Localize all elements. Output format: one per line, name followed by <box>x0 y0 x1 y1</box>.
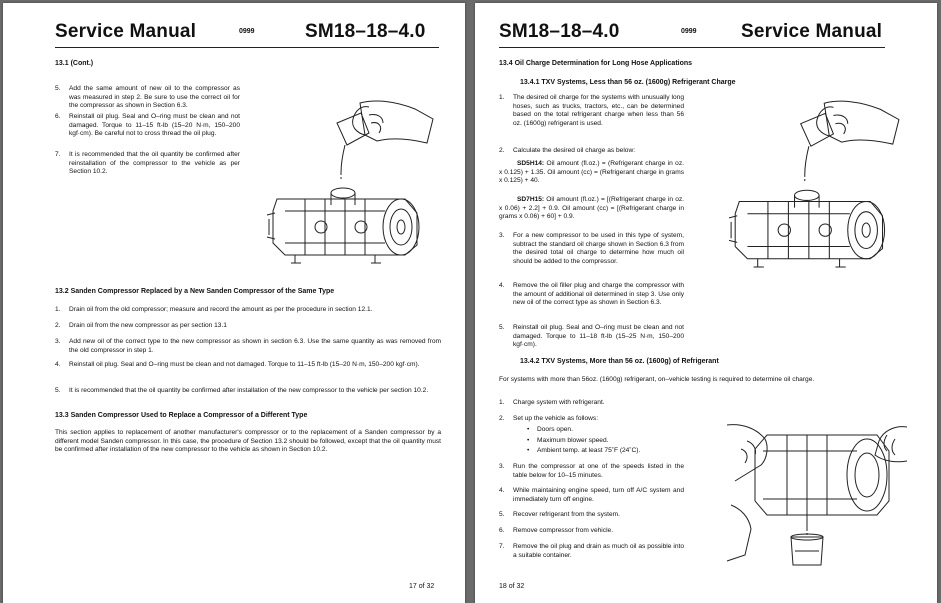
item-text: Run the compressor at one of the speeds listed in the table below for 10–15 minutes. <box>513 463 684 479</box>
item-text: The desired oil charge for the systems with unusually long hoses, such as trucks, tractors, etc., can be determined based on the total refrigerant charge when less than 56 oz. (1600g) refrigerant is used. <box>513 94 684 127</box>
item-text: For a new compressor to be used in this type of system, subtract the standard oil charge shown in Section 6.3 from the desired total oil charge to determine how much oil should be added to the compressor. <box>513 232 684 265</box>
compressor-oil-fill-illustration <box>727 95 903 267</box>
header-rule <box>499 47 885 48</box>
item-text: Set up the vehicle as follows: <box>513 415 599 422</box>
item-number: 5. <box>499 324 505 331</box>
item-text: Reinstall oil plug. Seal and O–ring must be clean and not damaged. Torque to 11–15 ft-lb (15–20 N·m, 150–200 kgf·cm). Be careful not to cross thread the oil plug. <box>69 113 240 138</box>
paragraph: This section applies to replacement of another manufacturer's compressor or to the replacement of a Sanden compressor by a different model Sanden compressor. In this case, the procedure of Section 13.2 should be followed, except that the oil quantity must be confirmed after installation of the new compressor to the vehicle as shown in Section 10.2. <box>55 429 441 454</box>
item-number: 5. <box>55 85 61 92</box>
item-number: 6. <box>499 527 505 534</box>
formula-label: SD5H14: <box>517 160 545 167</box>
manual-page-17 <box>3 3 465 603</box>
item-number: 3. <box>55 338 61 345</box>
formula-sd5h14 <box>499 160 684 186</box>
paragraph: For systems with more than 56oz. (1600g) refrigerant, on–vehicle testing is required to determine oil charge. <box>499 376 815 383</box>
formula-sd7h15 <box>499 196 684 222</box>
header-title: Service Manual <box>55 21 197 42</box>
compressor-oil-drain-illustration <box>727 405 907 565</box>
item-text: It is recommended that the oil quantity be confirmed after reinstallation of the compressor to the vehicle as per Section 10.2. <box>69 151 240 176</box>
item-number: 5. <box>55 387 61 394</box>
item-number: 4. <box>499 487 505 494</box>
header-rule <box>55 47 439 48</box>
formula-text: Oil amount (fl.oz.) = (Refrigerant charge in oz. x 0.125) + 1.35. Oil amount (cc) = (Refrigerant charge in grams x 0.125) + 40. <box>499 160 684 185</box>
item-number: 2. <box>499 147 505 154</box>
item-number: 1. <box>499 94 505 101</box>
item-text: Remove the oil filler plug and charge the compressor with the amount of additional oil determined in step 3. Use only new oil of the correct type as shown in Section 6.3. <box>513 282 684 307</box>
compressor-oil-fill-illustration <box>265 95 437 263</box>
header-title: Service Manual <box>741 21 883 42</box>
formula-text: Oil amount (fl.oz.) = [(Refrigerant charge in oz. x 0.06) + 2.2] + 0.9. Oil amount (cc) = [(Refrigerant charge in grams x 0.06) + 60] + 0.9. <box>499 196 684 221</box>
item-number: 1. <box>499 399 505 406</box>
item-text: While maintaining engine speed, turn off A/C system and immediately turn off engine. <box>513 487 684 503</box>
item-number: 2. <box>55 322 61 329</box>
section-heading-13-4-1: 13.4.1 TXV Systems, Less than 56 oz. (1600g) Refrigerant Charge <box>520 79 736 86</box>
section-heading-13-4: 13.4 Oil Charge Determination for Long Hose Applications <box>499 60 693 67</box>
manual-page-18 <box>475 3 937 603</box>
header-manual-id: SM18–18–4.0 <box>499 21 620 42</box>
item-text: Charge system with refrigerant. <box>513 399 605 406</box>
section-heading-13-3: 13.3 Sanden Compressor Used to Replace a Compressor of a Different Type <box>55 412 308 419</box>
item-number: 2. <box>499 415 505 422</box>
item-number: 7. <box>55 151 61 158</box>
header-manual-id: SM18–18–4.0 <box>305 21 426 42</box>
section-heading: 13.1 (Cont.) <box>55 60 94 67</box>
section-heading-13-2: 13.2 Sanden Compressor Replaced by a New Sanden Compressor of the Same Type <box>55 288 335 295</box>
bullet-item: • Maximum blower speed. <box>527 436 677 447</box>
item-text: Add the same amount of new oil to the compressor as was measured in step 2. Be sure to use the correct oil for the compressor as shown in Section 6.3. <box>69 85 240 110</box>
item-number: 5. <box>499 511 505 518</box>
item-text: Remove compressor from vehicle. <box>513 527 614 534</box>
item-text: Recover refrigerant from the system. <box>513 511 621 518</box>
item-text: Remove the oil plug and drain as much oil as possible into a suitable container. <box>513 543 684 559</box>
item-number: 1. <box>55 306 61 313</box>
section-heading-13-4-2: 13.4.2 TXV Systems, More than 56 oz. (1600g) of Refrigerant <box>520 358 719 365</box>
formula-label: SD7H15: <box>517 196 545 203</box>
bullet-item: • Doors open. <box>527 425 677 436</box>
page-number: 17 of 32 <box>409 583 435 590</box>
item-number: 3. <box>499 463 505 470</box>
bullet-list <box>527 425 677 457</box>
item-number: 6. <box>55 113 61 120</box>
item-text: Add new oil of the correct type to the new compressor as shown in section 6.3. Use the same quantity as was removed from the old compressor in step 1. <box>69 338 441 354</box>
item-text: Drain oil from the new compressor as per section 13.1 <box>69 322 227 329</box>
item-text: Drain oil from the old compressor; measure and record the amount as per the procedure in section 12.1. <box>69 306 373 313</box>
item-number: 7. <box>499 543 505 550</box>
header-code: 0999 <box>681 28 697 35</box>
item-text: Reinstall oil plug. Seal and O–ring must be clean and not damaged. Torque to 11–15 ft-lb (15–20 N·m, 150–200 kgf·cm). <box>69 361 420 368</box>
header-code: 0999 <box>239 28 255 35</box>
item-number: 4. <box>55 361 61 368</box>
item-number: 3. <box>499 232 505 239</box>
item-text: Calculate the desired oil charge as below: <box>513 147 636 154</box>
page-number: 18 of 32 <box>499 583 525 590</box>
item-number: 4. <box>499 282 505 289</box>
item-text: Reinstall oil plug. Seal and O–ring must be clean and not damaged. Torque to 11–18 ft-lb (15–25 N·m, 150–200 kgf·cm). <box>513 324 684 349</box>
item-text: It is recommended that the oil quantity be confirmed after installation of the new compressor to the vehicle per section 10.2. <box>69 387 429 394</box>
bullet-item: • Ambient temp. at least 75˚F (24˚C). <box>527 446 677 457</box>
